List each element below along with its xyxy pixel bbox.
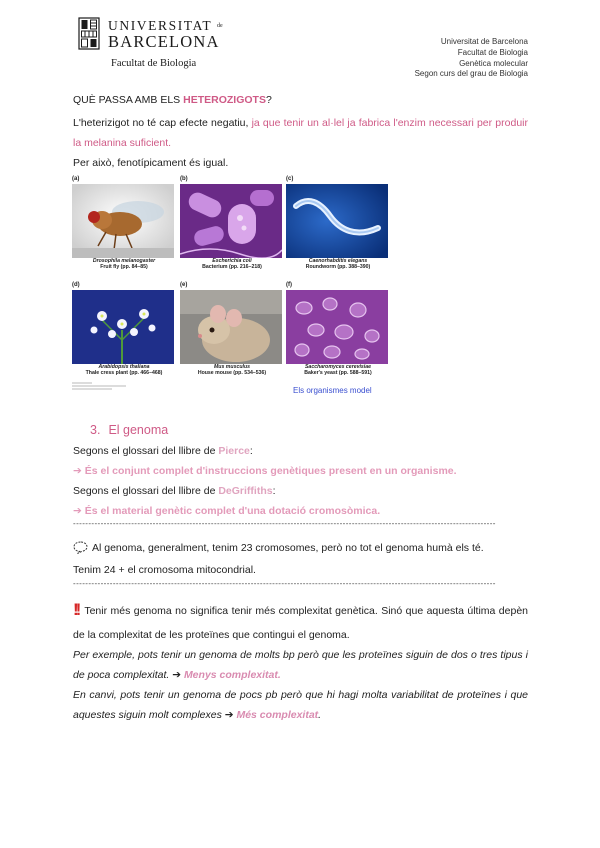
genoma-note bbox=[73, 538, 528, 580]
figure-caption: Els organismes model bbox=[293, 386, 372, 395]
heterozigots-section bbox=[73, 90, 528, 173]
header-info bbox=[415, 37, 528, 80]
figure-caption-house-mouse: Mus musculus House mouse (pp. 534–536) bbox=[197, 364, 267, 377]
model-organisms-figure: (a) Drosophila melanogaster Fruit fly (pp. 84–85) (b) Escherichia coli Bacterium (pp. 216–218) (c) Caenorhabditis elegans Roundworm (pp. 388–390) (d) Arabidopsis thaliana Thale cress plant (pp. 466–468) (e) Mus musculus House mouse (pp. 534–536) (f) Saccharomyces cerevisiae Baker's yeast (pp. 588–591) bbox=[72, 176, 388, 400]
degriffiths-definition: ➔ És el material genètic complet d'una dotació cromosòmica. bbox=[73, 505, 381, 517]
heterozigots-paragraph: L'heterizigot no té cap efecte negatiu, ja que tenir un al·lel ja fabrica l'enzim necessari per produir la melanina suficient. bbox=[73, 117, 528, 149]
house-mouse-image bbox=[180, 290, 282, 364]
section-heading-genoma: 3. El genoma bbox=[90, 423, 169, 437]
heterozigots-heading: QUÈ PASSA AMB ELS HETEROZIGOTS? bbox=[73, 94, 272, 106]
double-exclamation-icon: !! bbox=[73, 600, 79, 619]
logo-barcelona-line: BARCELONA bbox=[108, 32, 220, 51]
fruit-fly-image bbox=[72, 184, 174, 258]
header-info-line: Genètica molecular bbox=[459, 58, 528, 68]
dashed-separator: ------------------------------------------------------------------------------------------------------------------------------------------ bbox=[73, 579, 496, 588]
figure-caption-roundworm: Caenorhabditis elegans Roundworm (pp. 388–390) bbox=[305, 258, 371, 271]
complexity-example-more: En canvi, pots tenir un genoma de pocs pb però que hi hagi molta variabilitat de proteïnes i que aquestes siguin molt complexes ➔ Més complexitat. bbox=[73, 689, 528, 721]
figure-credit-smudge bbox=[72, 381, 132, 392]
complexity-statement: !! Tenir més genoma no significa tenir més complexitat genètica. Sinó que aquesta última depèn de la complexitat de les proteïnes que contingui el genoma. bbox=[73, 600, 528, 641]
figure-caption-bacterium: Escherichia coli Bacterium (pp. 216–218) bbox=[202, 258, 262, 271]
complexity-example-less: Per exemple, pots tenir un genoma de molts bp però que les proteïnes siguin de dos o tres tipus i de poca complexitat. ➔ Menys complexitat. bbox=[73, 649, 528, 681]
genoma-definitions bbox=[73, 441, 528, 521]
logo-faculty: Facultat de Biologia bbox=[111, 58, 197, 69]
header-info-line: Universitat de Barcelona bbox=[440, 37, 528, 46]
bacterium-image bbox=[180, 184, 282, 258]
figure-caption-fruit-fly: Drosophila melanogaster Fruit fly (pp. 84–85) bbox=[92, 258, 156, 271]
bakers-yeast-image bbox=[286, 290, 388, 364]
degriffiths-intro: Segons el glossari del llibre de DeGriffiths: bbox=[73, 485, 276, 497]
speech-bubble-icon bbox=[73, 541, 88, 554]
university-shield-icon bbox=[78, 17, 100, 51]
pierce-definition: ➔ És el conjunt complet d'instruccions genètiques present en un organisme. bbox=[73, 465, 457, 477]
header-info-line: Facultat de Biologia bbox=[457, 47, 528, 57]
figure-caption-thale-cress: Arabidopsis thaliana Thale cress plant (pp. 466–468) bbox=[85, 364, 163, 377]
figure-caption-bakers-yeast: Saccharomyces cerevisiae Baker's yeast (pp. 588–591) bbox=[304, 364, 372, 377]
pierce-intro: Segons el glossari del llibre de Pierce: bbox=[73, 445, 253, 457]
thale-cress-image bbox=[72, 290, 174, 364]
university-logo bbox=[78, 17, 223, 77]
note-chromosomes: Al genoma, generalment, tenim 23 cromosomes, però no tot el genoma humà els té. bbox=[73, 538, 528, 558]
dashed-separator: ------------------------------------------------------------------------------------------------------------------------------------------ bbox=[73, 519, 496, 528]
header-info-line: Segon curs del grau de Biologia bbox=[414, 69, 528, 79]
roundworm-image bbox=[286, 184, 388, 258]
logo-university-line: UNIVERSITAT $^{de}$ bbox=[108, 18, 223, 33]
genoma-complexity bbox=[73, 598, 528, 725]
heterozigots-conclusion: Per això, fenotípicament és igual. bbox=[73, 157, 229, 169]
note-mitochondrial: Tenim 24 + el cromosoma mitocondrial. bbox=[73, 564, 256, 576]
